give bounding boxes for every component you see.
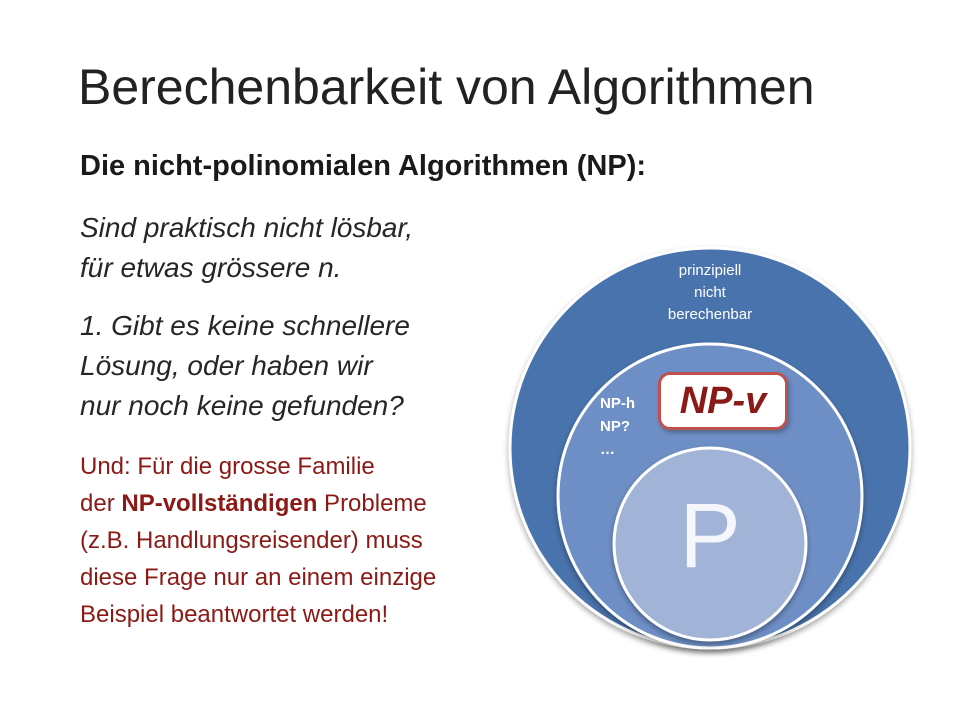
note-text: der [80,490,122,517]
slide-title: Berechenbarkeit von Algorithmen [78,59,815,115]
note-line: diese Frage nur an einem einzige [80,564,437,591]
paragraph-line: nur noch keine gefunden? [80,390,404,421]
np-complete-badge-label: NP-v [679,379,767,422]
np-complete-badge [658,372,788,430]
middle-label [600,392,635,461]
paragraph-impractical [80,208,413,288]
middle-label-line: NP-h [600,395,635,412]
outer-label-line: nicht [694,284,726,301]
outer-label-line: prinzipiell [678,262,742,279]
np-complete-emphasis: NP-vollständigen [121,490,318,517]
paragraph-question [80,306,410,426]
outer-label [610,260,810,326]
p-class-label: P [679,485,741,587]
note-text: Probleme [317,490,427,517]
middle-label-line: NP? [600,418,630,435]
paragraph-line: für etwas grössere n. [80,252,342,283]
complexity-classes-diagram [500,238,920,658]
note-line: Und: Für die grosse Familie [80,453,375,480]
paragraph-line: 1. Gibt es keine schnellere [80,310,410,341]
slide-subtitle: Die nicht-polinomialen Algorithmen (NP): [80,150,647,182]
note-line: Beispiel beantwortet werden! [80,601,389,628]
paragraph-line: Sind praktisch nicht lösbar, [80,212,414,243]
paragraph-line: Lösung, oder haben wir [80,350,373,381]
middle-label-line: … [600,441,615,458]
note-line: (z.B. Handlungsreisender) muss [80,527,423,554]
np-complete-note [80,448,436,633]
note-line [80,485,436,522]
outer-label-line: berechenbar [667,306,753,323]
